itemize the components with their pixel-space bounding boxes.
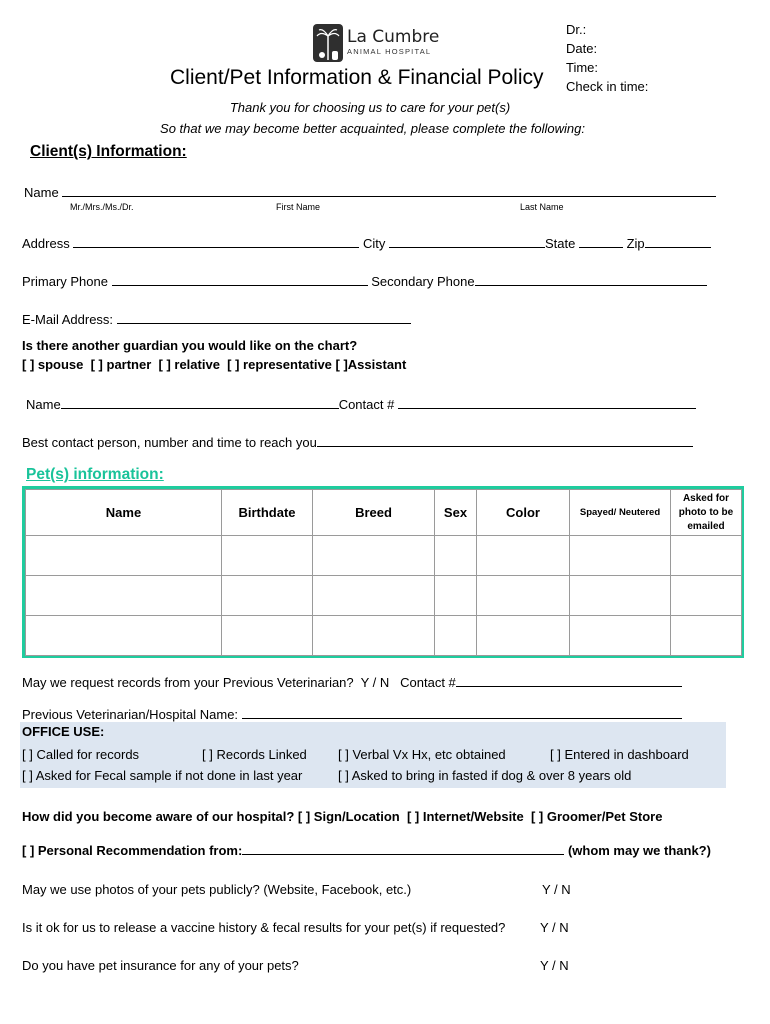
guardian-options[interactable]: [ ] spouse [ ] partner [ ] relative [ ] representative [ ]Assistant (22, 357, 407, 372)
last-name-sublabel: Last Name (520, 202, 564, 212)
doctor-field: Dr.: (566, 22, 587, 37)
release-question: Is it ok for us to release a vaccine history & fecal results for your pet(s) if requested? (22, 920, 506, 935)
column-breed: Breed (313, 490, 435, 536)
column-color: Color (477, 490, 570, 536)
recommendation-row (22, 841, 711, 858)
table-cell[interactable] (477, 536, 570, 576)
state-field[interactable] (579, 234, 623, 248)
column-birthdate: Birthdate (222, 490, 313, 536)
office-use-heading: OFFICE USE: (22, 724, 105, 739)
client-name-field[interactable] (62, 183, 716, 197)
city-field[interactable] (389, 234, 545, 248)
photos-question: May we use photos of your pets publicly? (Website, Facebook, etc.) (22, 882, 412, 897)
guardian-name-field[interactable] (61, 395, 339, 409)
logo-subtitle: ANIMAL HOSPITAL (347, 47, 432, 56)
office-use-box (20, 722, 726, 788)
prev-vet-label: Previous Veterinarian/Hospital Name: (22, 707, 239, 722)
table-cell[interactable] (435, 616, 477, 656)
primary-phone-label: Primary Phone (22, 274, 108, 289)
guardian-contact-field[interactable] (398, 395, 696, 409)
table-row (26, 616, 742, 656)
address-row (22, 234, 711, 251)
logo-name: La Cumbre (347, 27, 440, 47)
pets-table-header (26, 490, 742, 536)
table-cell[interactable] (26, 536, 222, 576)
guardian-contact-label: Contact # (338, 397, 395, 412)
column-name: Name (26, 490, 222, 536)
prev-vet-contact-field[interactable] (456, 673, 682, 687)
table-cell[interactable] (313, 576, 435, 616)
table-cell[interactable] (570, 616, 671, 656)
time-field: Time: (566, 60, 599, 75)
office-records-linked[interactable]: [ ] Records Linked (202, 747, 307, 762)
column-photo-emailed: Asked for photo to be emailed (671, 490, 742, 536)
insurance-answer[interactable]: Y / N (540, 958, 569, 973)
guardian-question: Is there another guardian you would like on the chart? (22, 338, 358, 353)
records-request-row (22, 673, 682, 690)
pets-table-frame (22, 486, 744, 658)
zip-label: Zip (626, 236, 645, 251)
email-field[interactable] (117, 310, 411, 324)
records-request-label: May we request records from your Previous Veterinarian? Y / N Contact # (22, 675, 456, 690)
client-name-label: Name (24, 185, 59, 200)
column-spayed-neutered: Spayed/ Neutered (570, 490, 671, 536)
secondary-phone-field[interactable] (475, 272, 707, 286)
office-fasted[interactable]: [ ] Asked to bring in fasted if dog & over 8 years old (338, 768, 632, 783)
pets-table (25, 489, 742, 656)
table-cell[interactable] (477, 576, 570, 616)
table-cell[interactable] (671, 536, 742, 576)
table-row (26, 536, 742, 576)
secondary-phone-label: Secondary Phone (371, 274, 475, 289)
table-cell[interactable] (26, 576, 222, 616)
check-in-time-field: Check in time: (566, 79, 649, 94)
thanks-note: Thank you for choosing us to care for your pet(s) (229, 100, 511, 115)
office-verbal-vx[interactable]: [ ] Verbal Vx Hx, etc obtained (338, 747, 506, 762)
table-cell[interactable] (222, 616, 313, 656)
client-section-heading: Client(s) Information: (30, 143, 187, 160)
address-field[interactable] (73, 234, 359, 248)
release-answer[interactable]: Y / N (540, 920, 569, 935)
title-sublabel: Mr./Mrs./Ms./Dr. (70, 202, 134, 212)
table-cell[interactable] (313, 616, 435, 656)
recommendation-suffix: (whom may we thank?) (567, 843, 711, 858)
column-sex: Sex (435, 490, 477, 536)
prev-vet-field[interactable] (242, 705, 682, 719)
table-cell[interactable] (26, 616, 222, 656)
table-cell[interactable] (313, 536, 435, 576)
best-contact-row (22, 433, 693, 450)
guardian-row (26, 395, 696, 412)
visit-meta (566, 20, 648, 96)
table-cell[interactable] (477, 616, 570, 656)
city-label: City (362, 236, 386, 251)
guardian-name-label: Name (26, 397, 61, 412)
email-label: E-Mail Address: (22, 312, 114, 327)
phone-row (22, 272, 707, 289)
document-title: Client/Pet Information & Financial Policy (170, 66, 544, 89)
office-entered-dashboard[interactable]: [ ] Entered in dashboard (550, 747, 689, 762)
prev-vet-row (22, 705, 682, 722)
best-contact-field[interactable] (317, 433, 693, 447)
address-label: Address (22, 236, 70, 251)
date-field: Date: (566, 41, 598, 56)
office-called-records[interactable]: [ ] Called for records (22, 747, 140, 762)
best-contact-label: Best contact person, number and time to reach you (22, 435, 317, 450)
primary-phone-field[interactable] (112, 272, 368, 286)
awareness-question[interactable]: How did you become aware of our hospital? [ ] Sign/Location [ ] Internet/Website [ ] Groomer/Pet Store (22, 809, 663, 824)
table-cell[interactable] (671, 616, 742, 656)
recommendation-label: [ ] Personal Recommendation from: (22, 843, 243, 858)
email-row (22, 310, 411, 327)
recommendation-field[interactable] (242, 841, 564, 855)
table-row (26, 576, 742, 616)
zip-field[interactable] (645, 234, 711, 248)
table-cell[interactable] (570, 576, 671, 616)
table-cell[interactable] (222, 536, 313, 576)
instructions-note: So that we may become better acquainted, please complete the following: (160, 121, 585, 136)
table-cell[interactable] (435, 576, 477, 616)
table-cell[interactable] (222, 576, 313, 616)
insurance-question: Do you have pet insurance for any of your pets? (22, 958, 299, 973)
photos-answer[interactable]: Y / N (542, 882, 571, 897)
office-fecal-sample[interactable]: [ ] Asked for Fecal sample if not done in last year (22, 768, 303, 783)
table-cell[interactable] (435, 536, 477, 576)
table-cell[interactable] (570, 536, 671, 576)
client-name-row (24, 183, 716, 200)
table-cell[interactable] (671, 576, 742, 616)
pets-section-heading: Pet(s) information: (26, 466, 164, 483)
state-label: State (544, 236, 576, 251)
first-name-sublabel: First Name (276, 202, 321, 212)
